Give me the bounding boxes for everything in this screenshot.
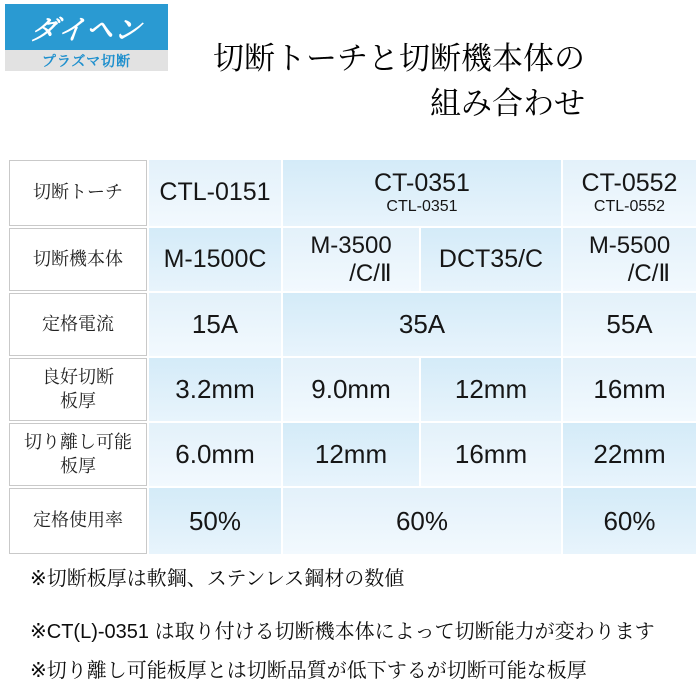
cell-text: DCT35/C	[438, 244, 544, 273]
cell-text: 6.0mm	[175, 439, 255, 469]
cell-torch-3	[563, 160, 696, 226]
cell-text: 16mm	[454, 439, 528, 469]
cell-duty-1	[149, 488, 281, 554]
cell-text: 15A	[191, 309, 239, 339]
cell-good-cut-3	[421, 358, 561, 421]
page-title-line2: 組み合わせ	[430, 86, 585, 121]
cell-torch-1	[149, 160, 281, 226]
footnote-material: ※切断板厚は軟鋼、ステンレス鋼材の数値	[30, 568, 405, 590]
footnote-severable: ※切り離し可能板厚とは切断品質が低下するが切断可能な板厚	[30, 660, 587, 682]
cell-machine-3	[421, 228, 561, 291]
row-label-line1: 切り離し可能	[24, 432, 132, 453]
row-label-torch: 切断トーチ	[9, 160, 147, 226]
cell-duty-3	[563, 488, 696, 554]
brand-tagline-bar	[5, 50, 168, 71]
row-label-good-cut	[9, 358, 147, 421]
cell-machine-4	[563, 228, 696, 291]
brand-logo-background	[5, 4, 168, 50]
cell-current-3	[563, 293, 696, 356]
table-row-torch	[9, 160, 696, 226]
page-title-line1: 切断トーチと切断機本体の	[213, 41, 585, 76]
cell-good-cut-4	[563, 358, 696, 421]
brand-logo-text: ダイヘン	[28, 14, 144, 45]
table-row-current	[9, 293, 696, 356]
row-label-machine: 切断機本体	[9, 228, 147, 291]
cell-torch-2	[283, 160, 561, 226]
cell-text: M-3500 /C/Ⅱ	[310, 231, 392, 287]
cell-text: 35A	[398, 309, 446, 339]
cell-machine-2	[283, 228, 419, 291]
cell-severable-2	[283, 423, 419, 486]
footnotes	[30, 562, 695, 683]
cell-text: 9.0mm	[311, 374, 391, 404]
cell-text: CTL-0151	[159, 178, 271, 207]
cell-text: 60%	[395, 505, 449, 536]
cell-text: M-5500 /C/Ⅱ	[588, 231, 671, 287]
cell-current-2	[283, 293, 561, 356]
cell-severable-1	[149, 423, 281, 486]
table-row-duty-cycle	[9, 488, 696, 554]
cell-text: CT-0552	[581, 168, 678, 197]
table-row-severable	[9, 423, 696, 486]
cell-subtext: CTL-0552	[593, 198, 666, 216]
row-label-line2: 板厚	[60, 390, 96, 411]
row-label-duty-cycle: 定格使用率	[9, 488, 147, 554]
table-row-machine	[9, 228, 696, 291]
cell-text: 60%	[603, 505, 656, 536]
row-label-severable	[9, 423, 147, 486]
cell-text: 22mm	[593, 439, 666, 469]
table-row-good-cut	[9, 358, 696, 421]
cell-text: 50%	[188, 505, 242, 536]
cell-text: M-1500C	[163, 244, 267, 273]
cell-text: 55A	[606, 309, 653, 339]
footnote-ct0351: ※CT(L)-0351 は取り付ける切断機本体によって切断能力が変わります	[30, 621, 655, 643]
cell-machine-1	[149, 228, 281, 291]
cell-text: 12mm	[314, 439, 388, 469]
cell-subtext: CTL-0351	[386, 198, 458, 216]
row-label-current: 定格電流	[9, 293, 147, 356]
cell-text: CT-0351	[374, 168, 470, 197]
cell-good-cut-1	[149, 358, 281, 421]
cell-severable-4	[563, 423, 696, 486]
brand-logo	[5, 4, 168, 71]
spec-table	[7, 158, 698, 556]
brand-tagline-text: プラズマ切断	[41, 52, 132, 69]
cell-current-1	[149, 293, 281, 356]
cell-text: 12mm	[454, 374, 528, 404]
cell-severable-3	[421, 423, 561, 486]
cell-duty-2	[283, 488, 561, 554]
cell-text: 16mm	[593, 374, 666, 404]
row-label-line2: 板厚	[60, 455, 96, 476]
cell-text: 3.2mm	[175, 374, 255, 404]
page-title	[163, 36, 585, 126]
cell-good-cut-2	[283, 358, 419, 421]
row-label-line1: 良好切断	[42, 367, 114, 388]
